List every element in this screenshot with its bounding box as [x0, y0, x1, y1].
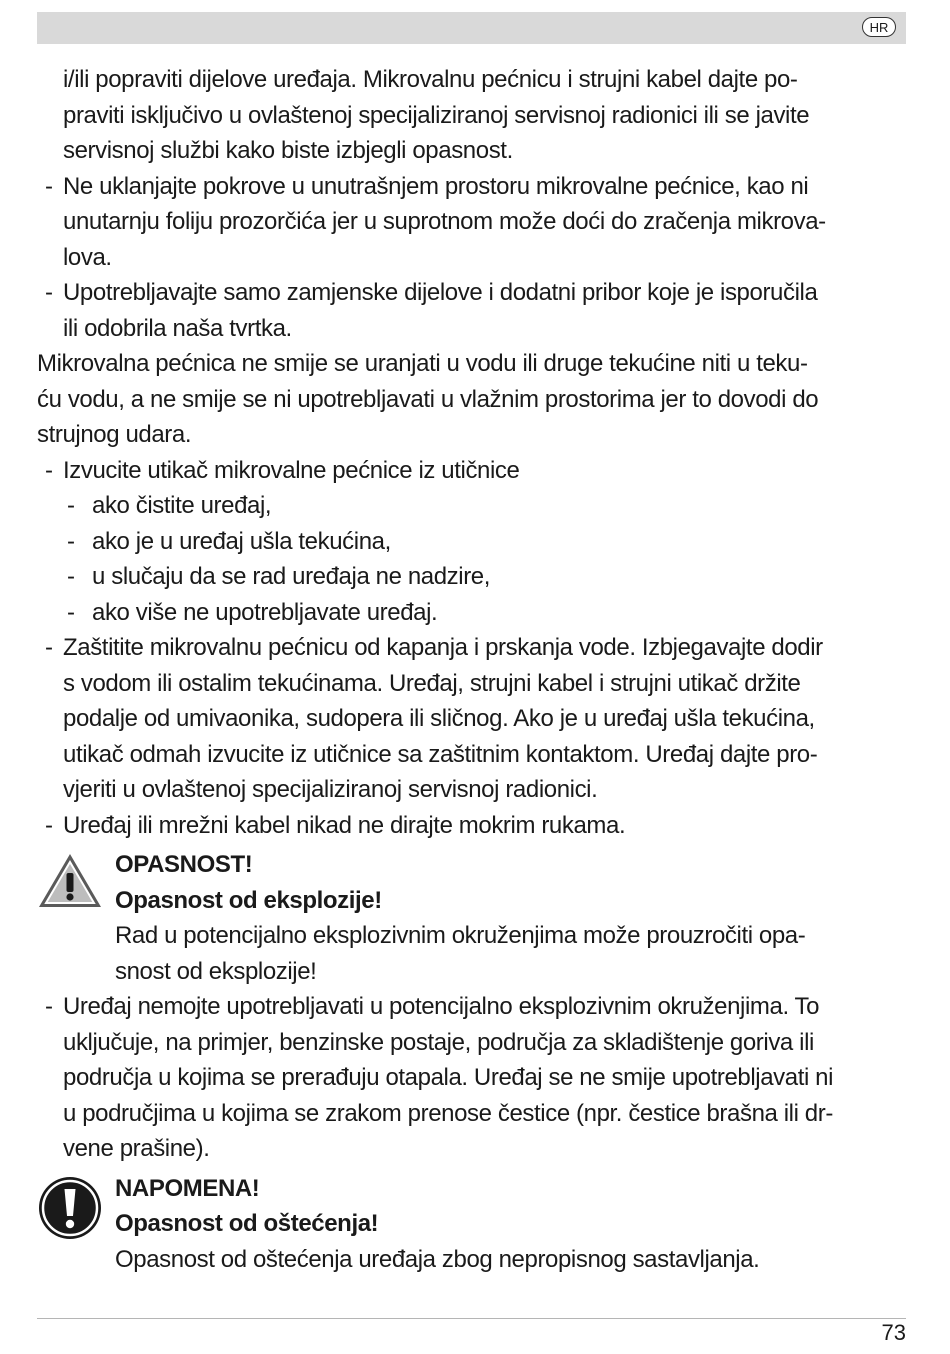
text-line: ako čistite uređaj, [92, 492, 272, 519]
list-item [37, 169, 909, 276]
exclamation-circle-icon [37, 1175, 103, 1241]
list-item [37, 275, 909, 346]
sub-list-item [37, 524, 909, 560]
text-line: ako je u uređaj ušla tekućina, [92, 527, 391, 555]
text-line: Mikrovalna pećnica ne smije se uranjati u vodu ili druge tekućine niti u teku- [37, 350, 808, 377]
text-line: lova. [63, 243, 112, 271]
list-item [37, 808, 909, 844]
notice-subheading: Opasnost od oštećenja! [115, 1210, 379, 1237]
bullet-dash: - [45, 172, 53, 200]
text-line: praviti isključivo u ovlaštenoj specijaliziranoj servisnoj radionici ili se javite [63, 101, 810, 129]
bullet-dash: - [45, 634, 53, 661]
language-badge: HR [862, 17, 896, 37]
notice-heading: NAPOMENA! [115, 1174, 260, 1202]
danger-notice [37, 847, 909, 989]
sub-list-item [37, 488, 909, 524]
text-line: servisnoj službi kako biste izbjegli opasnost. [63, 137, 513, 164]
text-line: Upotrebljavajte samo zamjenske dijelove i dodatni pribor koje je isporučila [63, 279, 818, 306]
text-line: snost od eksplozije! [115, 957, 317, 985]
text-line: strujnog udara. [37, 421, 192, 448]
page-content [37, 62, 909, 1277]
text-line: ću vodu, a ne smije se ni upotrebljavati u vlažnim prostorima jer to dovodi do [37, 385, 819, 413]
warning-triangle-icon [37, 851, 103, 917]
text-line: Ne uklanjajte pokrove u unutrašnjem prostoru mikrovalne pećnice, kao ni [63, 172, 809, 200]
text-line: vjeriti u ovlaštenoj specijaliziranoj servisnoj radionici. [63, 776, 598, 803]
text-line: unutarnju foliju prozorčića jer u suprotnom može doći do zračenja mikrova- [63, 208, 826, 235]
bullet-dash: - [45, 811, 53, 839]
list-item [37, 630, 909, 808]
text-line: područja u kojima se prerađuju otapala. Uređaj se ne smije upotrebljavati ni [63, 1064, 834, 1091]
text-line: u slučaju da se rad uređaja ne nadzire, [92, 563, 491, 590]
text-line: Uređaj ili mrežni kabel nikad ne dirajte mokrim rukama. [63, 811, 626, 839]
sub-list-item [37, 595, 909, 631]
continuation-text [37, 62, 909, 169]
page-number: 73 [881, 1320, 906, 1345]
notice-heading: OPASNOST! [115, 851, 253, 878]
text-line: podalje od umivaonika, sudopera ili sličnog. Ako je u uređaj ušla tekućina, [63, 705, 815, 732]
caution-notice [37, 1171, 909, 1278]
text-line: u područjima u kojima se zrakom prenose čestice (npr. čestice brašna ili dr- [63, 1099, 833, 1127]
text-line: Zaštitite mikrovalnu pećnicu od kapanja i prskanja vode. Izbjegavajte dodir [63, 634, 823, 661]
bullet-dash: - [67, 598, 75, 626]
text-line: Uređaj nemojte upotrebljavati u potencijalno eksplozivnim okruženjima. To [63, 993, 820, 1020]
text-line: Izvucite utikač mikrovalne pećnice iz utičnice [63, 456, 520, 484]
bullet-dash: - [67, 527, 75, 555]
text-line: Opasnost od oštećenja uređaja zbog nepropisnog sastavljanja. [115, 1245, 760, 1273]
notice-subheading: Opasnost od eksplozije! [115, 886, 382, 914]
bullet-dash: - [45, 279, 53, 306]
bullet-dash: - [45, 456, 53, 484]
text-line: ili odobrila naša tvrtka. [63, 314, 292, 342]
text-line: ako više ne upotrebljavate uređaj. [92, 598, 438, 626]
paragraph [37, 346, 909, 453]
text-line: i/ili popraviti dijelove uređaja. Mikrovalnu pećnicu i strujni kabel dajte po- [63, 66, 798, 93]
text-line: Rad u potencijalno eksplozivnim okruženjima može prouzročiti opa- [115, 922, 806, 949]
header-bar [37, 12, 906, 44]
list-item [37, 453, 909, 489]
text-line: utikač odmah izvucite iz utičnice sa zaštitnim kontaktom. Uređaj dajte pro- [63, 740, 818, 768]
footer-divider [37, 1318, 906, 1319]
bullet-dash: - [45, 993, 53, 1020]
bullet-dash: - [67, 492, 75, 519]
sub-list-item [37, 559, 909, 595]
text-line: s vodom ili ostalim tekućinama. Uređaj, strujni kabel i strujni utikač držite [63, 669, 801, 697]
text-line: vene prašine). [63, 1135, 210, 1162]
list-item [37, 989, 909, 1167]
text-line: uključuje, na primjer, benzinske postaje, područja za skladištenje goriva ili [63, 1028, 814, 1056]
bullet-dash: - [67, 563, 75, 590]
